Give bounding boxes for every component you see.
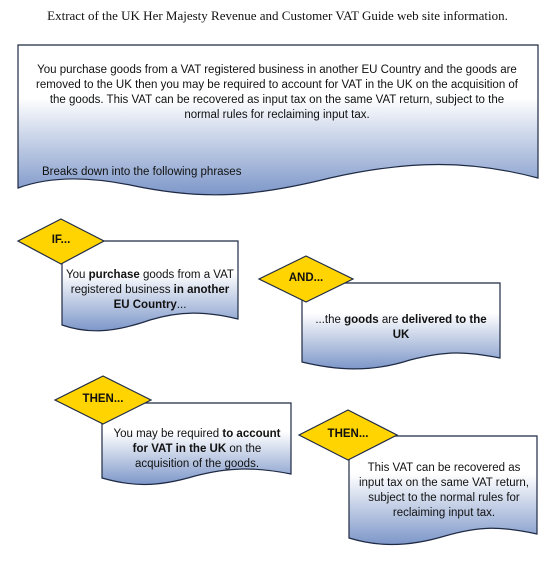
phrase-bold-run: in another EU Country bbox=[113, 284, 230, 311]
if-label: IF... bbox=[51, 234, 71, 246]
phrase-bold-run: goods bbox=[344, 314, 379, 326]
phrase-text-run: goods from a VAT registered business bbox=[70, 269, 234, 296]
phrase-bold-run: purchase bbox=[88, 269, 140, 281]
then-1-label: THEN... bbox=[82, 393, 124, 405]
phrase-if-text bbox=[66, 268, 234, 313]
phrase-bold-run: delivered to the UK bbox=[392, 314, 487, 341]
main-box-text: You purchase goods from a VAT registered business in another EU Country and the goods are removed to the UK then you may be required to account for VAT in the UK on the acquisition of the goods. This VAT can be recovered as input tax on the same VAT return, subject to the normal rules for reclaiming input tax. bbox=[36, 64, 518, 121]
and-label: AND... bbox=[288, 272, 324, 284]
phrase-text-run: ... bbox=[176, 299, 187, 311]
phrase-text-run: This VAT can be recovered as input tax on the same VAT return, subject to the normal rules for reclaiming input tax. bbox=[358, 462, 530, 519]
phrase-then-2-text bbox=[355, 461, 533, 521]
then-2-label: THEN... bbox=[327, 428, 369, 440]
phrase-text-run: are bbox=[378, 314, 402, 326]
phrase-text-run: You bbox=[66, 269, 89, 281]
page-title: Extract of the UK Her Majesty Revenue and Customer VAT Guide web site information. bbox=[47, 8, 508, 23]
phrase-text-run: ...the bbox=[315, 314, 345, 326]
phrase-text-run: on the acquisition of the goods. bbox=[134, 443, 262, 470]
phrase-and-text bbox=[306, 313, 496, 343]
phrase-bold-run: to account for VAT in the UK bbox=[132, 428, 281, 455]
phrase-text-run: You may be required bbox=[113, 428, 223, 440]
main-box-subtext: Breaks down into the following phrases bbox=[42, 166, 242, 178]
phrase-then-1-text bbox=[106, 427, 288, 472]
